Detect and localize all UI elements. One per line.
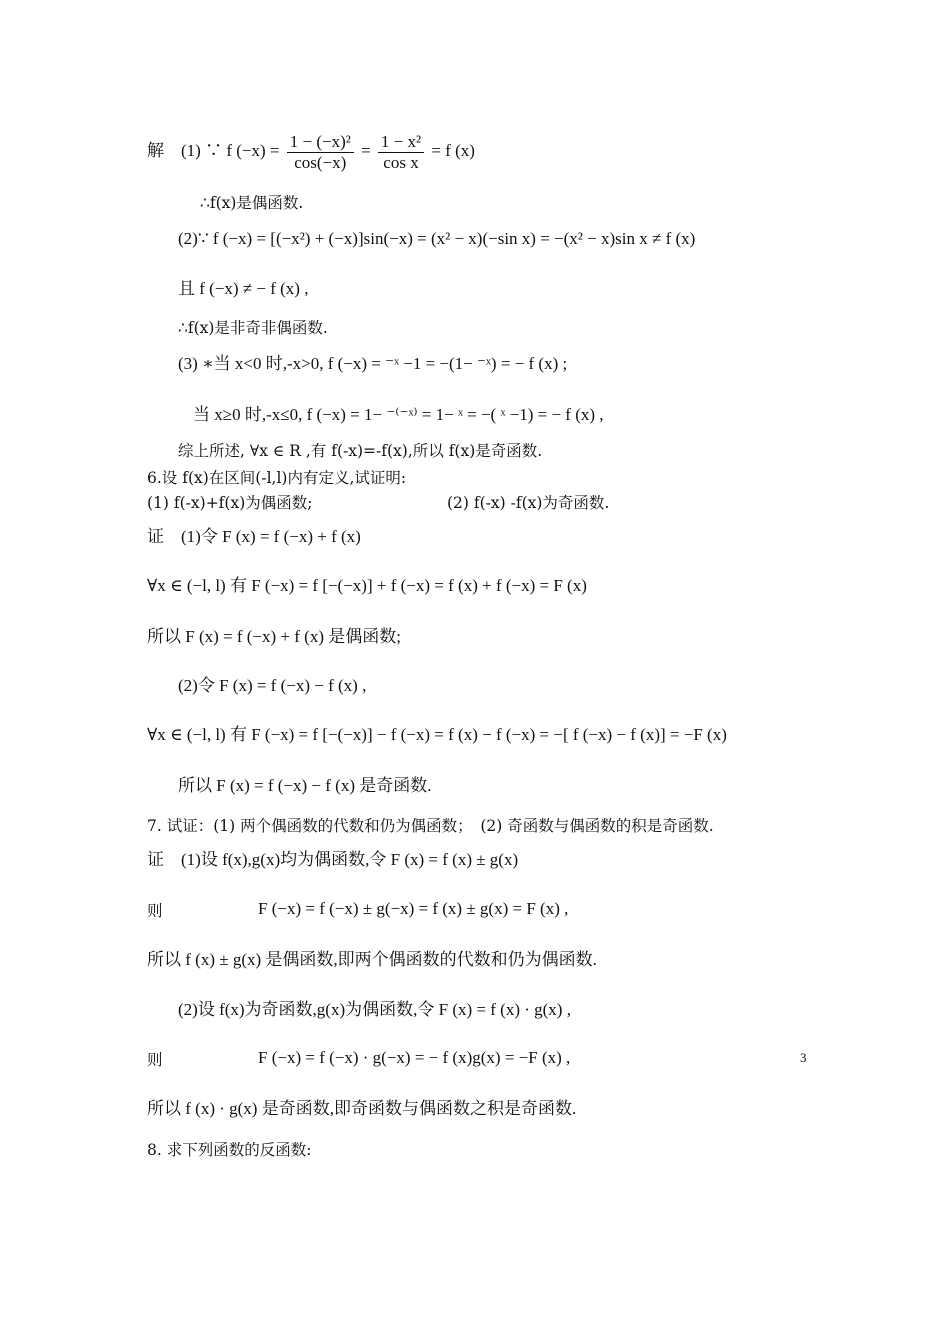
fraction-denominator: cos(−x): [294, 152, 347, 172]
proof7-line-3: 所以 f (x) ± g(x) 是偶函数,即两个偶函数的代数和仍为偶函数.: [147, 950, 597, 969]
sol2-and: 且 f (−x) ≠ − f (x) ,: [178, 279, 309, 298]
sol3-case-negative: (3) ∗当 x<0 时,-x>0, f (−x) = ⁻ˣ −1 = −(1− ⁻ˣ) = − f (x) ;: [178, 354, 568, 373]
question-6: 6.设 f(x)在区间(-l,l)内有定义,试证明:: [147, 469, 407, 487]
fraction-numerator: 1 − (−x)²: [287, 132, 354, 153]
proof7-line-5: F (−x) = f (−x) · g(−x) = − f (x)g(x) = −F (x) ,: [258, 1048, 571, 1067]
proof7-line-1: 证 (1)设 f(x),g(x)均为偶函数,令 F (x) = f (x) ± g(x): [147, 850, 519, 869]
proof6-line-5: ∀x ∈ (−l, l) 有 F (−x) = f [−(−x)] − f (−x) = f (x) − f (−x) = −[ f (−x) − f (x)] = −F (x): [147, 725, 727, 744]
sol1-fraction-2: [378, 132, 424, 173]
proof6-line-3: 所以 F (x) = f (−x) + f (x) 是偶函数;: [147, 627, 401, 646]
proof6-line-2: ∀x ∈ (−l, l) 有 F (−x) = f [−(−x)] + f (−x) = f (x) + f (−x) = F (x): [147, 576, 587, 595]
sol2-main: (2)∵ f (−x) = [(−x²) + (−x)]sin(−x) = (x² − x)(−sin x) = −(x² − x)sin x ≠ f (x): [178, 229, 696, 248]
sol1-conclusion: ∴f(x)是偶函数.: [200, 194, 304, 212]
sol3-conclusion: 综上所述, ∀x ∈ R ,有 f(-x)=-f(x),所以 f(x)是奇函数.: [178, 442, 543, 460]
question-6-part-2: (2) f(-x) -f(x)为奇函数.: [447, 494, 610, 512]
sol1-equals: =: [361, 141, 371, 160]
proof7-then-label-2: 则: [147, 1051, 163, 1069]
sol1-line: [147, 130, 475, 173]
sol2-conclusion: ∴f(x)是非奇非偶函数.: [178, 319, 328, 337]
sol1-fraction-1: [287, 132, 354, 173]
page-number: 3: [800, 1050, 807, 1065]
proof7-then-label-1: 则: [147, 902, 163, 920]
proof7-line-6: 所以 f (x) · g(x) 是奇函数,即奇函数与偶函数之积是奇函数.: [147, 1099, 577, 1118]
proof6-line-1: 证 (1)令 F (x) = f (−x) + f (x): [147, 527, 361, 546]
proof6-line-4: (2)令 F (x) = f (−x) − f (x) ,: [178, 676, 367, 695]
fraction-denominator: cos x: [383, 152, 419, 172]
proof7-line-4: (2)设 f(x)为奇函数,g(x)为偶函数,令 F (x) = f (x) · g(x) ,: [178, 1000, 571, 1019]
question-6-part-1: (1) f(-x)+f(x)为偶函数;: [147, 494, 313, 512]
question-7: 7. 试证：(1) 两个偶函数的代数和仍为偶函数； (2) 奇函数与偶函数的积是奇函数.: [147, 817, 714, 835]
question-8: 8. 求下列函数的反函数:: [147, 1141, 312, 1159]
fraction-numerator: 1 − x²: [378, 132, 424, 153]
sol3-case-nonnegative: 当 x≥0 时,-x≤0, f (−x) = 1− ⁻⁽⁻ˣ⁾ = 1− ˣ = −( ˣ −1) = − f (x) ,: [193, 405, 604, 424]
proof6-line-6: 所以 F (x) = f (−x) − f (x) 是奇函数.: [178, 776, 432, 795]
sol1-lead: 解 (1) ∵ f (−x) =: [147, 141, 280, 160]
proof7-line-2: F (−x) = f (−x) ± g(−x) = f (x) ± g(x) = F (x) ,: [258, 899, 569, 918]
sol1-tail: = f (x): [431, 141, 475, 160]
